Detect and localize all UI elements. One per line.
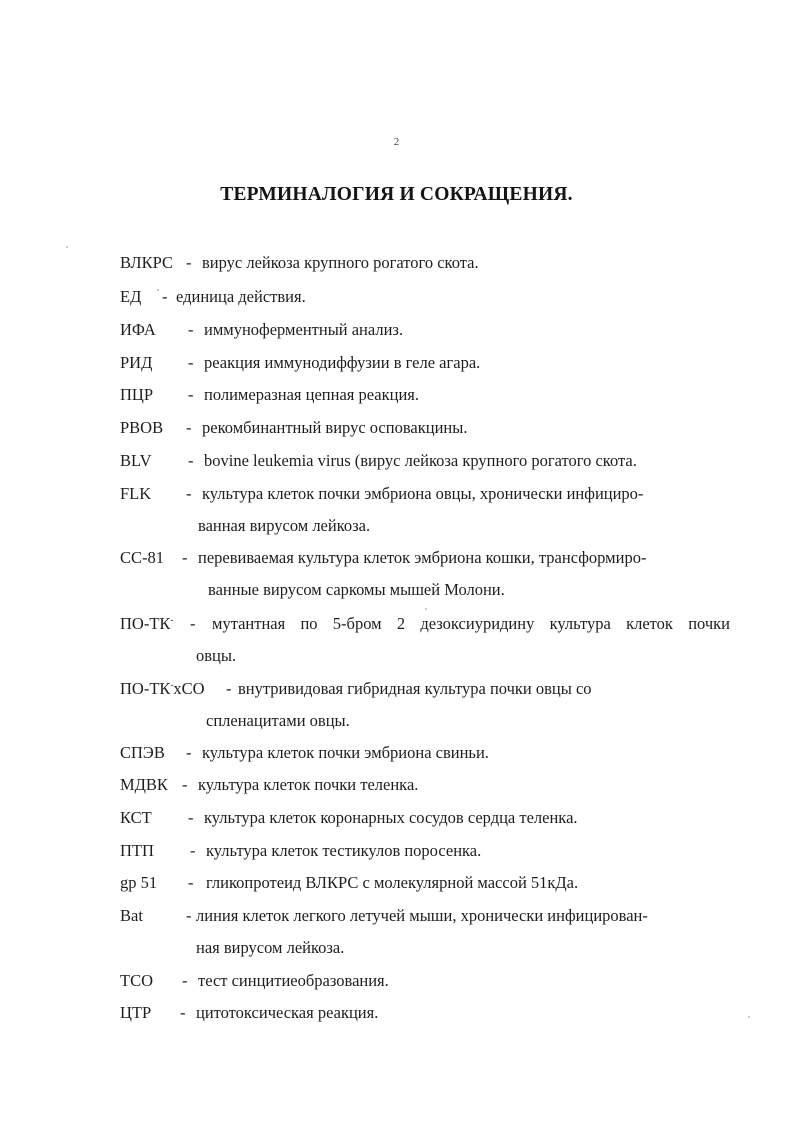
abbreviation-definition: культура клеток почки эмбриона овцы, хронически инфициро- [202, 484, 644, 503]
page-number: 2 [393, 136, 400, 148]
separator-dash: - [188, 320, 194, 339]
abbreviation-term: ТСО [120, 971, 153, 990]
scan-speck [748, 1016, 750, 1018]
abbreviation-term: ПО-ТК- [120, 614, 174, 633]
separator-dash: - [180, 1003, 186, 1022]
scan-speck [425, 608, 427, 610]
separator-dash: - [190, 841, 196, 860]
abbreviation-definition: гликопротеид ВЛКРС с молекулярной массой 51кДа. [206, 873, 579, 892]
abbreviation-term: ВЛКРС [120, 253, 173, 272]
separator-dash: - [186, 418, 192, 437]
abbreviation-definition: перевиваемая культура клеток эмбриона кошки, трансформиро- [198, 548, 647, 567]
abbreviation-definition: рекомбинантный вирус осповакцины. [202, 418, 468, 437]
abbreviation-term: РИД [120, 353, 153, 372]
separator-dash: - [186, 253, 192, 272]
scan-speck [66, 246, 68, 248]
abbreviation-definition-continued: ная вирусом лейкоза. [196, 938, 345, 957]
abbreviation-definition: культура клеток почки эмбриона свиньи. [202, 743, 489, 762]
abbreviation-definition: культура клеток тестикулов поросенка. [206, 841, 482, 860]
abbreviation-term: ЦТР [120, 1003, 152, 1022]
separator-dash: - [182, 548, 188, 567]
abbreviation-definition-continued: овцы. [196, 646, 237, 665]
abbreviation-definition: реакция иммунодиффузии в геле агара. [204, 353, 481, 372]
abbreviation-definition: внутривидовая гибридная культура почки овцы со [238, 679, 592, 698]
abbreviation-term: Bat [120, 906, 143, 925]
separator-dash: - [188, 385, 194, 404]
separator-dash: - [226, 679, 232, 698]
separator-dash: - [186, 484, 192, 503]
abbreviation-definition: культура клеток почки теленка. [198, 775, 419, 794]
abbreviation-term: CC-81 [120, 548, 165, 567]
separator-dash: - [186, 743, 192, 762]
separator-dash: - [188, 353, 194, 372]
scan-speck [157, 289, 159, 291]
separator-dash: - [188, 808, 194, 827]
abbreviation-term: gp 51 [120, 873, 158, 892]
abbreviation-definition: культура клеток коронарных сосудов сердца теленка. [204, 808, 578, 827]
abbreviation-term: BLV [120, 451, 152, 470]
abbreviation-term: ЕД [120, 287, 142, 306]
abbreviation-term: МДВК [120, 775, 168, 794]
abbreviation-definition: линия клеток легкого летучей мыши, хронически инфицирован- [196, 906, 648, 925]
abbreviation-definition: иммуноферментный анализ. [204, 320, 404, 339]
abbreviation-term: КСТ [120, 808, 152, 827]
separator-dash: - [190, 614, 196, 633]
abbreviation-definition-continued: ванные вирусом саркомы мышей Молони. [208, 580, 505, 599]
abbreviation-term: ИФА [120, 320, 156, 339]
separator-dash: - [162, 287, 168, 306]
abbreviation-definition: цитотоксическая реакция. [196, 1003, 379, 1022]
separator-dash: - [186, 906, 192, 925]
abbreviation-term: РВОВ [120, 418, 164, 437]
abbreviation-definition: вирус лейкоза крупного рогатого скота. [202, 253, 479, 272]
abbreviation-term: СПЭВ [120, 743, 165, 762]
superscript-minus: - [170, 679, 174, 690]
abbreviation-definition: bovine leukemia virus (вирус лейкоза крупного рогатого скота. [204, 451, 637, 470]
abbreviation-term: ПТП [120, 841, 154, 860]
page-title: ТЕРМИНАЛОГИЯ И СОКРАЩЕНИЯ. [220, 184, 573, 205]
abbreviation-definition: мутантная по 5-бром 2 дезоксиуридину культура клеток почки [212, 614, 730, 633]
abbreviation-definition-continued: ванная вирусом лейкоза. [198, 516, 371, 535]
abbreviation-definition-continued: спленацитами овцы. [206, 711, 350, 730]
separator-dash: - [182, 971, 188, 990]
separator-dash: - [188, 451, 194, 470]
abbreviation-definition: тест синцитиеобразования. [198, 971, 389, 990]
abbreviation-term: ПЦР [120, 385, 154, 404]
superscript-minus: - [170, 614, 174, 625]
separator-dash: - [182, 775, 188, 794]
abbreviation-definition: полимеразная цепная реакция. [204, 385, 419, 404]
separator-dash: - [188, 873, 194, 892]
abbreviation-term: ПО-ТК-хСО [120, 679, 205, 698]
abbreviation-definition: единица действия. [176, 287, 306, 306]
abbreviation-term: FLK [120, 484, 152, 503]
